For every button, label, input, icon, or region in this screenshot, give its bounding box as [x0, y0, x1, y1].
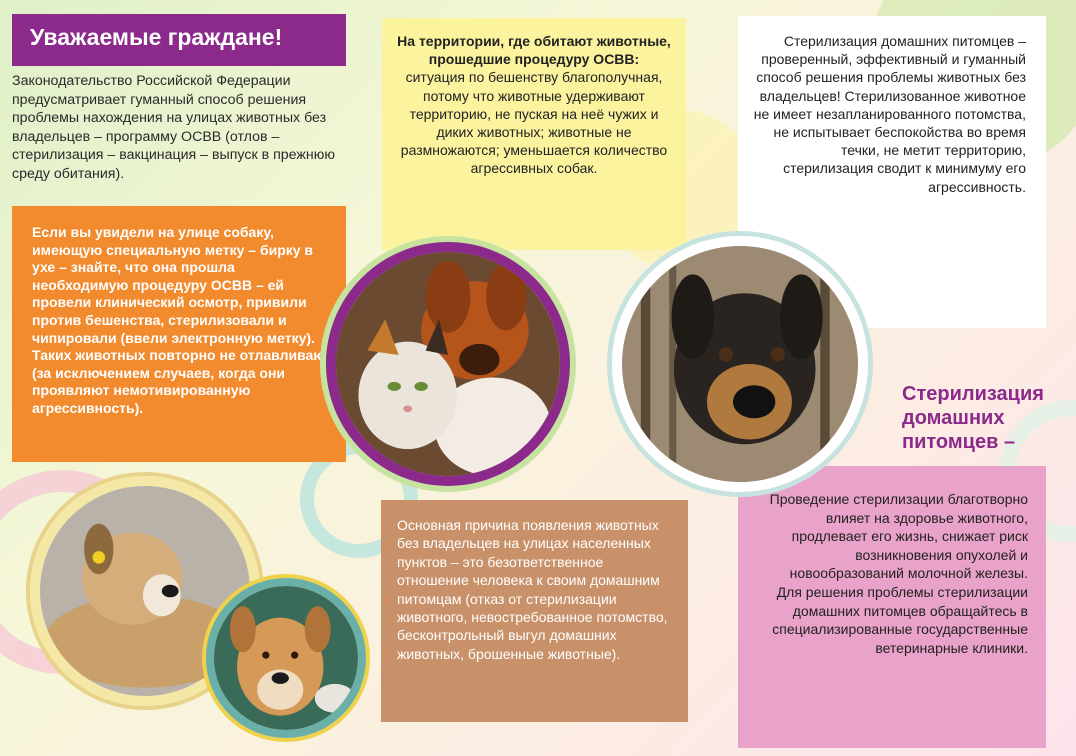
dog-and-cat-photo: [326, 242, 570, 486]
osvv-territory-body: ситуация по бешенству благополучная, потому что животные удерживают территорию, не пуская на неё чужих и диких животных; животные не размножаются; уменьшается количество агрессивных собак.: [400, 69, 668, 177]
intro-text: Законодательство Российской Федерации предусматривает гуманный способ решения проблемы нахождения на улицах животных без владельцев – программу ОСВВ (отлов – стерилизация – вакцинация – выпуск в прежнюю среду обитания).: [12, 73, 335, 182]
ear-tag-info-panel: Если вы увидели на улице собаку, имеющую специальную метку – бирку в ухе – знайте, что она прошла необходимую процедуру ОСВВ – ей провели клинический осмотр, привили против бешенства, стерилизовали и чипировали (ввели электронную метку). Таких животных повторно не отлавливают (за исключением случаев, когда они проявляют немотивированную агрессивность).: [12, 206, 346, 462]
root-cause-panel: Основная причина появления животных без владельцев на улицах населенных пунктов – это безответственное отношение человека к своим домашним питомцам (отказ от стерилизации животного, невостребованное потомство, бесконтрольный выгул домашних животных, брошенные животные).: [381, 500, 688, 722]
osvv-territory-panel: [382, 18, 686, 250]
smiling-dog-photo: [206, 578, 366, 738]
dog-behind-fence-photo: [612, 236, 868, 492]
sterilization-benefits-panel: Стерилизация домашних питомцев – проверенный, эффективный и гуманный способ решения проблемы животных без владельцев! Стерилизованное животное не имеет незапланированного потомства, не испытывает беспокойства во время течки, не метит территорию, стерилизация сводит к минимуму его агрессивность.: [738, 16, 1046, 328]
sterilization-heading: Стерилизация домашних питомцев –: [902, 383, 1044, 453]
health-benefits-panel: [738, 466, 1046, 748]
health-benefits-p1: Проведение стерилизации благотворно влияет на здоровье животного, продлевает его жизнь, снижает риск возникновения опухолей и новообразований молочной железы.: [769, 491, 1028, 582]
osvv-territory-heading: На территории, где обитают животные, прошедшие процедуру ОСВВ:: [397, 33, 671, 68]
page-title: Уважаемые граждане!: [12, 14, 346, 66]
health-benefits-p2: Для решения проблемы стерилизации домашних питомцев обращайтесь в специализированные государственные ветеринарные клиники.: [772, 583, 1028, 656]
